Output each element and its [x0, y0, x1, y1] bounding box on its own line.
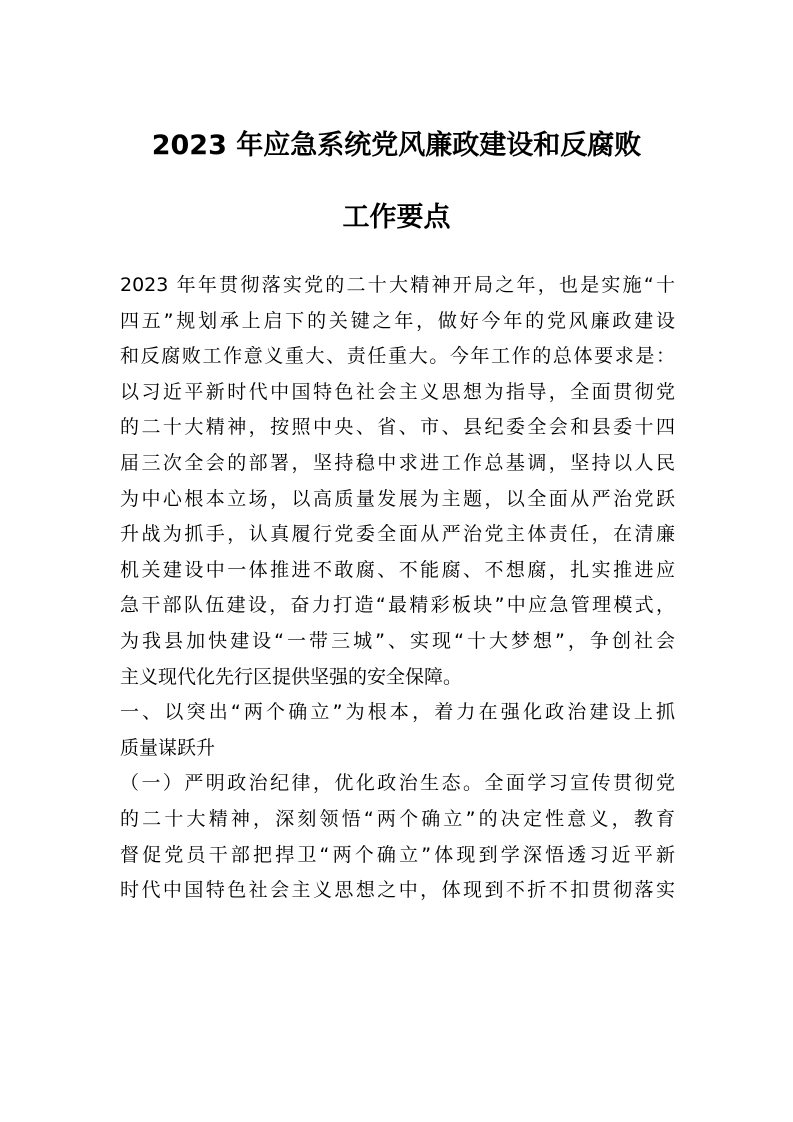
paragraph-line: 为我县加快建设“一带三城”、实现“十大梦想”，争创社会: [120, 629, 675, 652]
document-body: [120, 268, 675, 909]
document-title-line-1: 2023 年应急系统党风廉政建设和反腐败: [151, 130, 642, 161]
paragraph-line: 和反腐败工作意义重大、责任重大。今年工作的总体要求是：: [120, 345, 675, 368]
document-title-line-2: 工作要点: [342, 202, 451, 233]
paragraph-line: 主义现代化先行区提供坚强的安全保障。: [120, 665, 463, 688]
paragraph-line: 升战为抓手，认真履行党委全面从严治党主体责任，在清廉: [120, 523, 675, 546]
paragraph-line: 急干部队伍建设，奋力打造“最精彩板块”中应急管理模式，: [120, 594, 675, 617]
paragraph-line: 的二十大精神，按照中央、省、市、县纪委全会和县委十四: [120, 416, 675, 439]
paragraph-line: 四五”规划承上启下的关键之年，做好今年的党风廉政建设: [120, 309, 675, 332]
paragraph-line: 时代中国特色社会主义思想之中，体现到不折不扣贯彻落实: [120, 879, 675, 902]
paragraph-line: 以习近平新时代中国特色社会主义思想为指导，全面贯彻党: [120, 380, 675, 403]
paragraph-line: 督促党员干部把捍卫“两个确立”体现到学深悟透习近平新: [120, 843, 675, 866]
section-heading-line: 一、以突出“两个确立”为根本，着力在强化政治建设上抓: [120, 701, 675, 724]
paragraph-line: 届三次全会的部署，坚持稳中求进工作总基调，坚持以人民: [120, 451, 675, 474]
paragraph-line: 的二十大精神，深刻领悟“两个确立”的决定性意义，教育: [120, 807, 675, 830]
paragraph-line: 机关建设中一体推进不敢腐、不能腐、不想腐，扎实推进应: [120, 558, 675, 581]
paragraph-line: （一）严明政治纪律，优化政治生态。全面学习宣传贯彻党: [120, 772, 675, 795]
paragraph-line: 2023 年年贯彻落实党的二十大精神开局之年，也是实施“十: [120, 274, 675, 296]
section-heading-line: 质量谋跃升: [120, 736, 216, 759]
paragraph-line: 为中心根本立场，以高质量发展为主题，以全面从严治党跃: [120, 487, 675, 510]
